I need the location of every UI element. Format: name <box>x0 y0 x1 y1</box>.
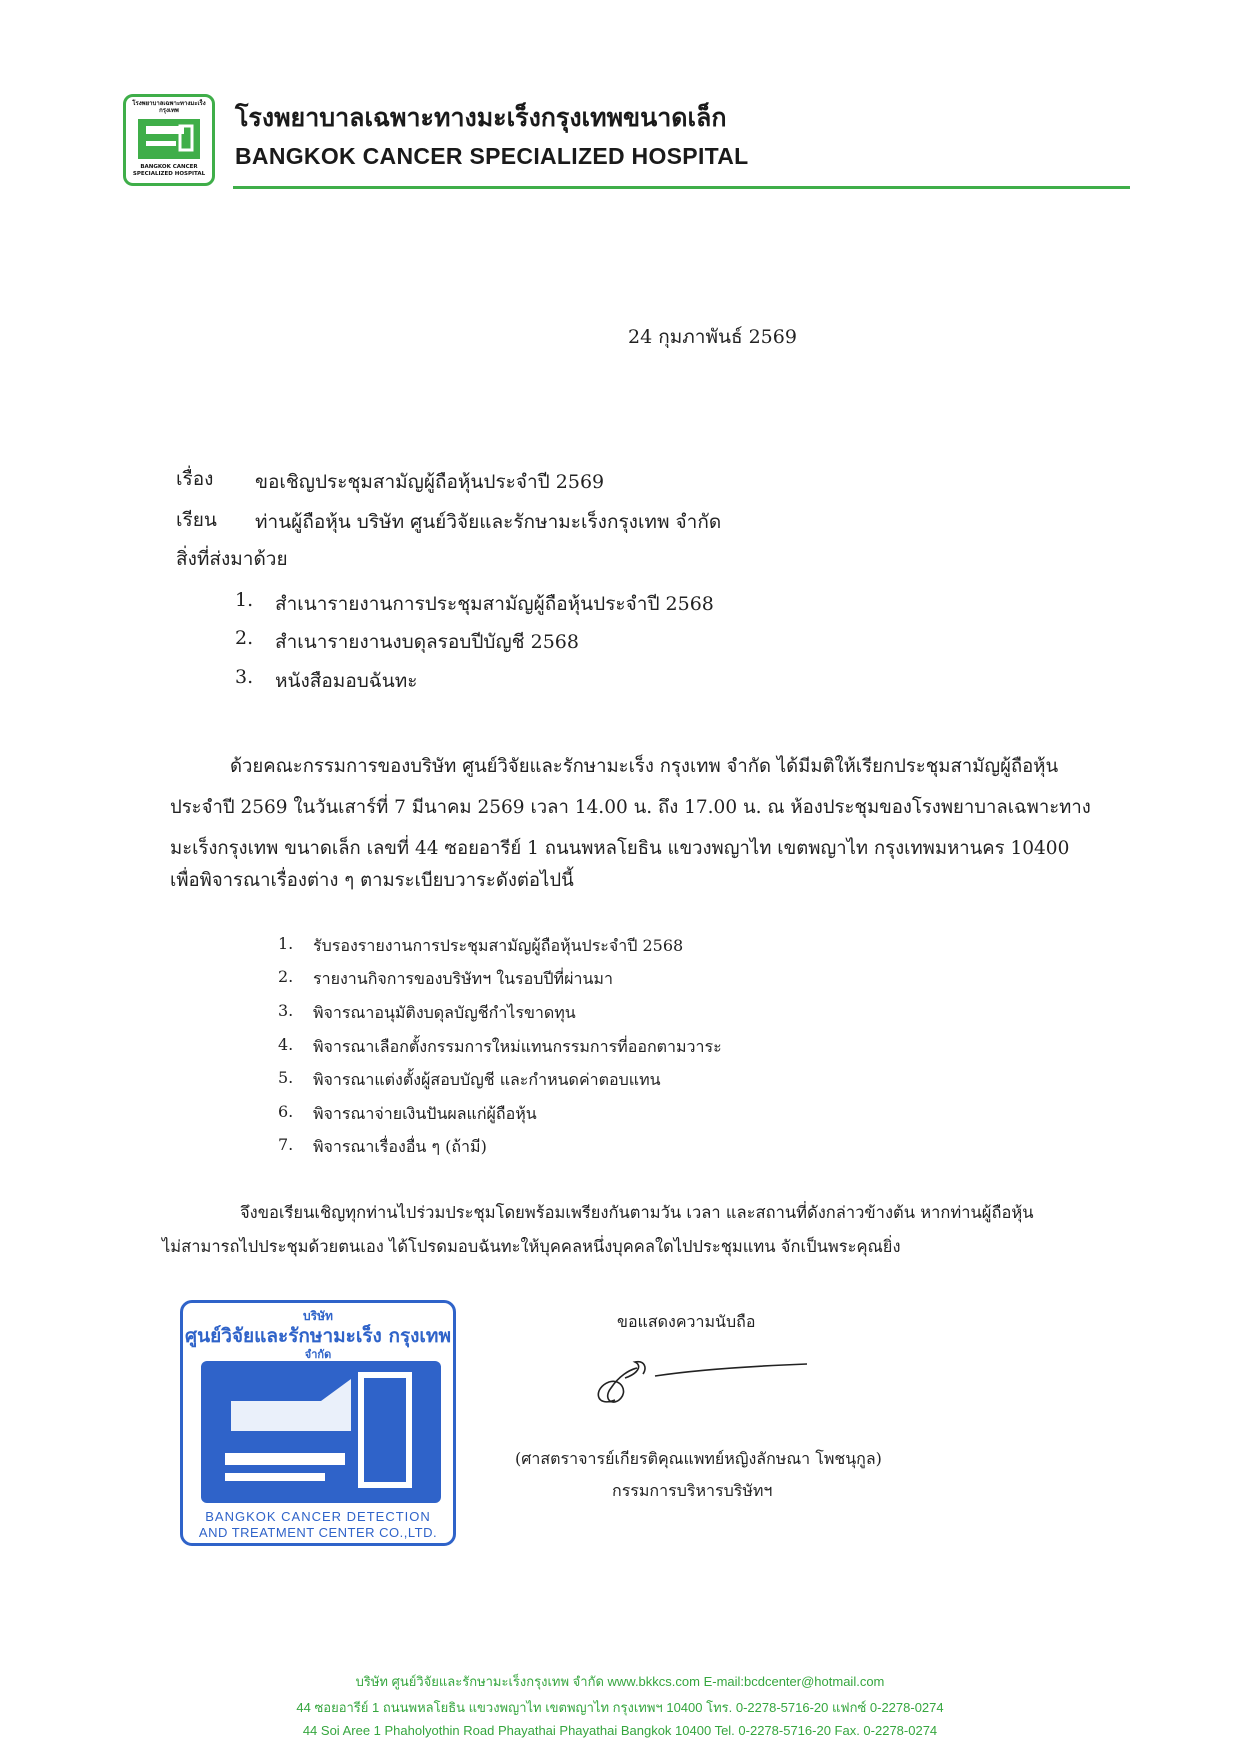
signature-image <box>585 1348 810 1418</box>
logo-text-th: โรงพยาบาลเฉพาะทางมะเร็งกรุงเทพ <box>132 100 206 114</box>
stamp-line: BANGKOK CANCER DETECTION <box>205 1509 431 1524</box>
agenda-num: 7. <box>278 1135 294 1154</box>
to-label: เรียน <box>176 509 217 531</box>
enclosure-item: หนังสือมอบฉันทะ <box>275 670 418 692</box>
body-line: ประจำปี 2569 ในวันเสาร์ที่ 7 มีนาคม 2569 เวลา 14.00 น. ถึง 17.00 น. ณ ห้องประชุมของโรงพยาบาลเฉพาะทาง <box>170 797 1091 818</box>
hospital-name-en: BANGKOK CANCER SPECIALIZED HOSPITAL <box>235 143 749 169</box>
body-line: เพื่อพิจารณาเรื่องต่าง ๆ ตามระเบียบวาระดังต่อไปนี้ <box>170 870 574 891</box>
regards-text: ขอแสดงความนับถือ <box>617 1312 756 1331</box>
logo-emblem-icon <box>136 117 202 161</box>
signer-title: กรรมการบริหารบริษัทฯ <box>612 1481 773 1500</box>
enclosure-num: 3. <box>235 666 254 688</box>
footer-line: บริษัท ศูนย์วิจัยและรักษามะเร็งกรุงเทพ จำกัด www.bkkcs.com E-mail:bcdcenter@hotmail.com <box>355 1674 885 1689</box>
footer-line: 44 Soi Aree 1 Phaholyothin Road Phayathai Phayathai Bangkok 10400 Tel. 0-2278-5716-20 Fax. 0-2278-0274 <box>302 1723 938 1738</box>
agenda-num: 1. <box>278 934 294 953</box>
hospital-name-th: โรงพยาบาลเฉพาะทางมะเร็งกรุงเทพขนาดเล็ก <box>235 103 727 132</box>
enclosure-item: สำเนารายงานงบดุลรอบปีบัญชี 2568 <box>275 631 579 653</box>
agenda-num: 5. <box>278 1068 294 1087</box>
signer-name: (ศาสตราจารย์เกียรติคุณแพทย์หญิงลักษณา โพชนุกูล) <box>515 1449 882 1468</box>
stamp-line: AND TREATMENT CENTER CO.,LTD. <box>198 1525 438 1540</box>
logo-text-en: BANGKOK CANCER SPECIALIZED HOSPITAL <box>132 164 206 177</box>
agenda-item: รับรองรายงานการประชุมสามัญผู้ถือหุ้นประจำปี 2568 <box>313 936 684 955</box>
to-text: ท่านผู้ถือหุ้น บริษัท ศูนย์วิจัยและรักษามะเร็งกรุงเทพ จำกัด <box>255 511 722 533</box>
closing-line: ไม่สามารถไปประชุมด้วยตนเอง ได้โปรดมอบฉันทะให้บุคคลหนึ่งบุคคลใดไปประชุมแทน จักเป็นพระคุณยิ่ง <box>162 1237 901 1256</box>
enclosure-num: 2. <box>235 627 254 649</box>
company-stamp <box>180 1300 456 1546</box>
agenda-item: พิจารณาจ่ายเงินปันผลแก่ผู้ถือหุ้น <box>313 1104 537 1123</box>
stamp-line: บริษัท <box>303 1309 333 1323</box>
stamp-emblem-icon <box>201 1361 441 1503</box>
agenda-item: พิจารณาเลือกตั้งกรรมการใหม่แทนกรรมการที่ออกตามวาระ <box>313 1037 722 1056</box>
body-line: มะเร็งกรุงเทพ ขนาดเล็ก เลขที่ 44 ซอยอารีย์ 1 ถนนพหลโยธิน แขวงพญาไท เขตพญาไท กรุงเทพมหานคร 10400 <box>170 838 1070 859</box>
agenda-item: พิจารณาอนุมัติงบดุลบัญชีกำไรขาดทุน <box>313 1003 576 1022</box>
closing-line: จึงขอเรียนเชิญทุกท่านไปร่วมประชุมโดยพร้อมเพรียงกันตามวัน เวลา และสถานที่ดังกล่าวข้างต้น หากท่านผู้ถือหุ้น <box>240 1203 1034 1222</box>
agenda-item: พิจารณาแต่งตั้งผู้สอบบัญชี และกำหนดค่าตอบแทน <box>313 1070 661 1089</box>
body-line: ด้วยคณะกรรมการของบริษัท ศูนย์วิจัยและรักษามะเร็ง กรุงเทพ จำกัด ได้มีมติให้เรียกประชุมสามัญผู้ถือหุ้น <box>230 756 1059 777</box>
enclosure-num: 1. <box>235 589 254 611</box>
agenda-item: พิจารณาเรื่องอื่น ๆ (ถ้ามี) <box>313 1137 487 1156</box>
agenda-item: รายงานกิจการของบริษัทฯ ในรอบปีที่ผ่านมา <box>313 969 613 988</box>
header-divider <box>233 186 1130 189</box>
footer-line: 44 ซอยอารีย์ 1 ถนนพหลโยธิน แขวงพญาไท เขตพญาไท กรุงเทพฯ 10400 โทร. 0-2278-5716-20 แฟกซ์ 0-2278-0274 <box>296 1700 944 1715</box>
agenda-num: 3. <box>278 1001 294 1020</box>
agenda-num: 4. <box>278 1035 294 1054</box>
stamp-line: จำกัด <box>304 1348 332 1361</box>
stamp-line: ศูนย์วิจัยและรักษามะเร็ง กรุงเทพ <box>185 1325 451 1347</box>
agenda-num: 2. <box>278 967 294 986</box>
enclosures-label: สิ่งที่ส่งมาด้วย <box>176 548 288 570</box>
enclosure-item: สำเนารายงานการประชุมสามัญผู้ถือหุ้นประจำปี 2568 <box>275 593 714 615</box>
hospital-logo <box>123 94 215 186</box>
agenda-num: 6. <box>278 1102 294 1121</box>
subject-text: ขอเชิญประชุมสามัญผู้ถือหุ้นประจำปี 2569 <box>255 471 605 493</box>
letter-date: 24 กุมภาพันธ์ 2569 <box>628 326 797 348</box>
subject-label: เรื่อง <box>176 468 214 490</box>
